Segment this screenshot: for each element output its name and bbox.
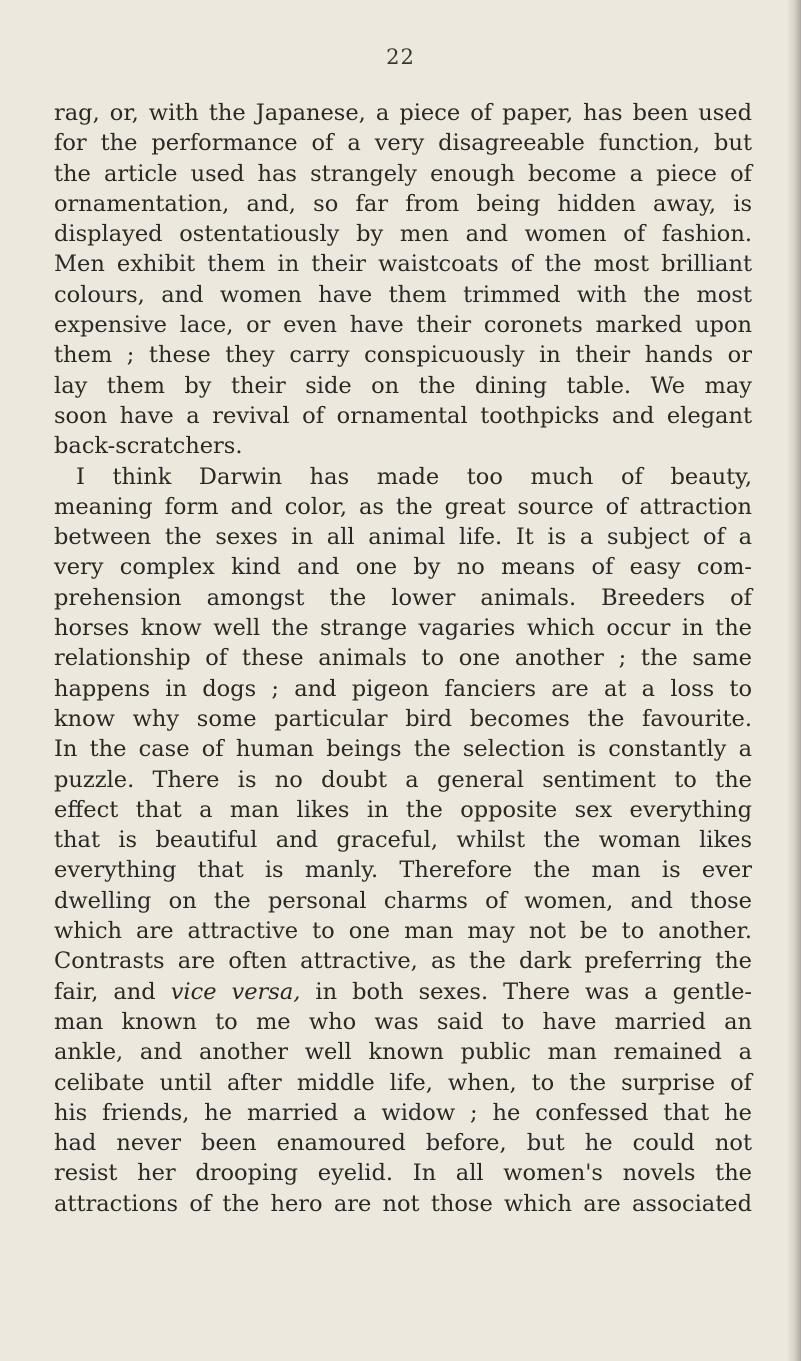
- text-line: In the case of human beings the selection is constantly a: [54, 736, 752, 763]
- text-line: man known to me who was said to have married an: [54, 1008, 752, 1035]
- text-segment: fair, and: [54, 978, 171, 1005]
- text-segment: in both sexes. There was a gentle-: [300, 978, 752, 1005]
- text-line: attractions of the hero are not those which are associated: [54, 1190, 752, 1217]
- text-line: relationship of these animals to one another ; the same: [54, 645, 752, 672]
- text-line: rag, or, with the Japanese, a piece of paper, has been used: [54, 100, 752, 126]
- text-line: ornamentation, and, so far from being hidden away, is: [54, 190, 752, 217]
- page-number: 22: [386, 45, 415, 69]
- text-line: the article used has strangely enough become a piece of: [54, 160, 752, 187]
- text-line: Men exhibit them in their waistcoats of the most brilliant: [54, 251, 752, 278]
- italic-phrase: vice versa,: [170, 978, 301, 1005]
- text-line: his friends, he married a widow ; he confessed that he: [54, 1099, 752, 1126]
- text-line: colours, and women have them trimmed with the most: [54, 281, 752, 308]
- text-line: puzzle. There is no doubt a general sentiment to the: [54, 766, 752, 793]
- text-line: dwelling on the personal charms of women, and those: [54, 887, 752, 914]
- text-line: for the performance of a very disagreeable function, but: [54, 130, 752, 157]
- text-line: that is beautiful and graceful, whilst the woman likes: [54, 827, 752, 854]
- text-line-with-italic: [54, 977, 752, 1007]
- text-line: between the sexes in all animal life. It is a subject of a: [54, 524, 752, 551]
- text-line: soon have a revival of ornamental toothpicks and elegant: [54, 402, 752, 429]
- text-line: which are attractive to one man may not be to another.: [54, 918, 752, 945]
- text-line: everything that is manly. Therefore the man is ever: [54, 857, 752, 884]
- text-line: meaning form and color, as the great source of attraction: [54, 493, 752, 520]
- text-line: effect that a man likes in the opposite sex everything: [54, 796, 752, 823]
- text-line: them ; these they carry conspicuously in their hands or: [54, 342, 752, 369]
- text-line: celibate until after middle life, when, to the surprise of: [54, 1069, 752, 1096]
- text-line: back-scratchers.: [54, 433, 243, 460]
- body-text: [54, 98, 752, 1219]
- text-line: had never been enamoured before, but he could not: [54, 1130, 752, 1157]
- text-line: I think Darwin has made too much of beauty,: [76, 463, 752, 490]
- text-line: prehension amongst the lower animals. Breeders of: [54, 584, 752, 611]
- text-line: Contrasts are often attractive, as the dark preferring the: [54, 948, 752, 975]
- page-edge-shadow: [787, 0, 801, 1361]
- text-line: happens in dogs ; and pigeon fanciers are at a loss to: [54, 675, 752, 702]
- text-line: resist her drooping eyelid. In all women's novels the: [54, 1160, 752, 1187]
- text-line: displayed ostentatiously by men and women of fashion.: [54, 221, 752, 248]
- text-line: very complex kind and one by no means of easy com-: [54, 554, 752, 581]
- text-line: lay them by their side on the dining table. We may: [54, 372, 752, 399]
- text-line: horses know well the strange vagaries which occur in the: [54, 615, 752, 642]
- text-line: expensive lace, or even have their coronets marked upon: [54, 312, 752, 339]
- text-line: ankle, and another well known public man remained a: [54, 1039, 752, 1066]
- text-line: know why some particular bird becomes the favourite.: [54, 705, 752, 732]
